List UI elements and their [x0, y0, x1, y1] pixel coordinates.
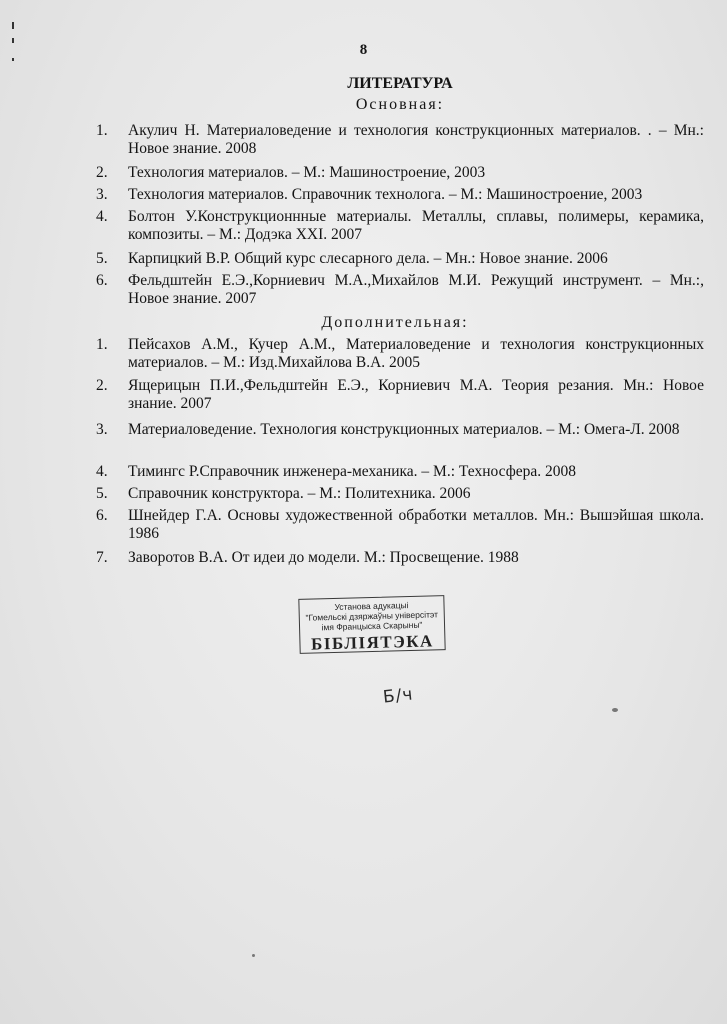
list-item-text: Технология материалов. – М.: Машиностроение, 2003	[128, 164, 486, 181]
list-item-number: 1.	[96, 336, 108, 353]
scan-speck	[252, 954, 255, 957]
list-item-number: 6.	[96, 272, 108, 289]
scan-mark	[12, 22, 14, 29]
list-item-number: 7.	[96, 549, 108, 566]
stamp-line: імя Францыска Скарыны"	[321, 619, 423, 633]
list-item-text: Тимингс Р.Справочник инженера-механика. – М.: Техносфера. 2008	[128, 463, 576, 480]
scan-speck	[612, 708, 618, 712]
stamp-line: Установа адукацыі	[334, 600, 409, 612]
list-item-number: 1.	[96, 122, 108, 139]
list-item-text: Заворотов В.А. От идеи до модели. М.: Просвещение. 1988	[128, 549, 519, 566]
list-item-number: 5.	[96, 250, 108, 267]
page-number: 8	[359, 42, 368, 58]
list-item-text: Болтон У.Конструкционнные материалы. Металлы, сплавы, полимеры, керамика, композиты. – М.: Додэка XXI. 2007	[128, 208, 704, 243]
list-item-number: 2.	[96, 377, 108, 394]
page-title: ЛИТЕРАТУРА	[347, 75, 453, 92]
stamp-line: "Гомельскі дзяржаўны універсітэт	[305, 609, 439, 623]
additional-literature-heading: Дополнительная:	[321, 314, 469, 331]
list-item-text: Карпицкий В.Р. Общий курс слесарного дела. – Мн.: Новое знание. 2006	[128, 250, 608, 267]
handwritten-note: Б/ч	[382, 684, 415, 708]
list-item-number: 3.	[96, 186, 108, 203]
list-item-number: 4.	[96, 208, 108, 225]
stamp-title: БІБЛІЯТЭКА	[310, 631, 435, 654]
library-stamp	[298, 595, 445, 654]
list-item-number: 3.	[96, 421, 108, 438]
list-item-text: Пейсахов А.М., Кучер А.М., Материаловедение и технология конструкционных материалов. – М.: Изд.Михайлова В.А. 2005	[128, 336, 704, 371]
list-item-text: Шнейдер Г.А. Основы художественной обработки металлов. Мн.: Вышэйшая школа. 1986	[128, 507, 704, 542]
list-item-text: Справочник конструктора. – М.: Политехника. 2006	[128, 485, 471, 502]
list-item-number: 4.	[96, 463, 108, 480]
list-item-number: 5.	[96, 485, 108, 502]
list-item-text: Фельдштейн Е.Э.,Корниевич М.А.,Михайлов М.И. Режущий инструмент. – Мн.:, Новое знание. 2007	[128, 272, 704, 307]
list-item-number: 2.	[96, 164, 108, 181]
list-item-text: Технология материалов. Справочник технолога. – М.: Машиностроение, 2003	[128, 186, 643, 203]
list-item-text: Акулич Н. Материаловедение и технология конструкционных материалов. . – Мн.: Новое знание. 2008	[128, 122, 704, 157]
list-item-number: 6.	[96, 507, 108, 524]
list-item-text: Материаловедение. Технология конструкционных материалов. – М.: Омега-Л. 2008	[128, 421, 680, 438]
main-literature-heading: Основная:	[355, 96, 445, 113]
list-item-text: Ящерицын П.И.,Фельдштейн Е.Э., Корниевич М.А. Теория резания. Мн.: Новое знание. 2007	[128, 377, 704, 412]
